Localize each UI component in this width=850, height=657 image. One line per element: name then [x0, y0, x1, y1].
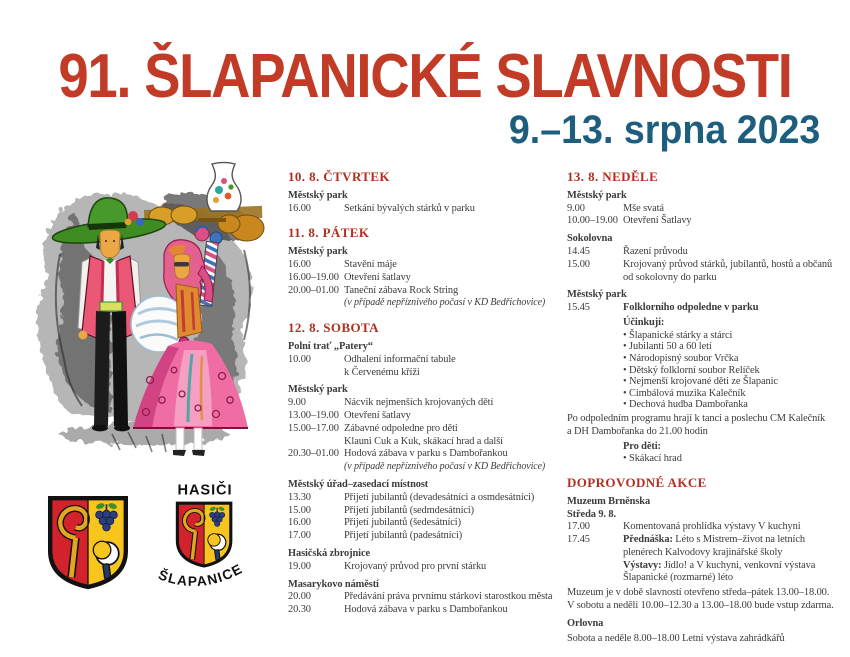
venue-name: Městský park	[288, 384, 348, 396]
event-time: 16.00	[288, 517, 311, 529]
event-line: Přijetí jubilantů (sedmdesátníci)	[344, 504, 475, 516]
day-heading: DOPROVODNÉ AKCE	[567, 474, 707, 490]
venue-name: Sokolovna	[567, 233, 613, 245]
event-time: 20.00–01.00	[288, 284, 339, 296]
note-line: (v případě nepříznivého počasí v KD Bedřichovice)	[344, 461, 546, 473]
venue-name: Muzeum Brněnska	[567, 495, 651, 507]
hasici-slapanice-logo	[152, 480, 258, 600]
event-desc	[344, 492, 564, 505]
event-line: Přijetí jubilantů (padesátníci)	[344, 530, 463, 542]
event-line: Výstavy: Jídlo! a V kuchyni, venkovní výstava	[623, 559, 816, 571]
event-row	[288, 285, 564, 311]
event-line: od sokolovny do parku	[623, 271, 717, 283]
event-line: Přijetí jubilantů (šedesátníci)	[344, 517, 461, 529]
event-row	[288, 272, 564, 285]
event-row	[288, 259, 564, 272]
event-row	[288, 492, 564, 505]
event-desc	[623, 203, 850, 216]
day-heading: 10. 8. ČTVRTEK	[288, 169, 390, 184]
poster-date: 9.–13. srpna 2023	[508, 108, 820, 152]
event-row	[288, 448, 564, 474]
vase-icon	[207, 163, 241, 212]
event-time: 13.00–19.00	[288, 409, 339, 421]
event-time: 14.45	[567, 245, 590, 257]
event-desc	[623, 534, 850, 585]
schedule-column-left	[288, 171, 564, 617]
label-prefix: Výstavy:	[623, 559, 662, 571]
folk-couple-illustration	[16, 154, 282, 462]
event-row	[288, 591, 564, 604]
hasici-label: HASIČI	[177, 482, 233, 499]
event-desc	[344, 448, 564, 474]
venue-name: Masarykovo náměstí	[288, 578, 379, 590]
venue-name: Středa 9. 8.	[567, 508, 617, 520]
event-desc	[623, 317, 850, 411]
event-time: 13.30	[288, 491, 311, 503]
event-desc	[344, 505, 564, 518]
event-line: Otevření šatlavy	[344, 271, 411, 283]
schedule-section	[288, 322, 564, 617]
event-time: 17.45	[567, 534, 590, 546]
schedule-section	[567, 171, 850, 465]
event-line: Předávání práva prvnímu stárkovi starostkou města	[344, 591, 553, 603]
event-time: 15.00	[567, 258, 590, 270]
event-line: V sobotu a neděli 10.00–12.30 a 13.00–18.00 bude vstup zdarma.	[567, 600, 834, 612]
event-desc	[344, 561, 564, 574]
event-time: 16.00	[288, 258, 311, 270]
event-desc	[344, 410, 564, 423]
event-desc	[623, 215, 850, 228]
event-time: 15.00–17.00	[288, 422, 339, 434]
event-line: Stavění máje	[344, 258, 397, 270]
venue-name: Městský park	[288, 189, 348, 201]
event-line: • Dětský folklorní soubor Relíček	[623, 364, 760, 376]
event-line: • Skákací hrad	[623, 453, 682, 465]
event-line: Odhalení informační tabule	[344, 353, 456, 365]
logos-row	[44, 480, 264, 600]
event-desc	[344, 354, 564, 380]
venue-name: Hasičská zbrojnice	[288, 547, 370, 559]
event-row	[288, 203, 564, 216]
event-line: Zábavné odpoledne pro děti	[344, 422, 458, 434]
event-desc	[344, 517, 564, 530]
event-time: 10.00	[288, 353, 311, 365]
slapanice-label: ŠLAPANICE	[156, 560, 246, 590]
event-row	[288, 604, 564, 617]
event-line: Účinkují:	[623, 316, 665, 328]
event-line: Šlapanické (rozmarné) léto	[623, 572, 733, 584]
event-time: 20.30	[288, 604, 311, 616]
event-row	[288, 354, 564, 380]
paragraph	[567, 633, 850, 646]
event-line: Sobota a neděle 8.00–18.00 Letní výstava zahrádkářů	[567, 632, 785, 644]
event-time: 16.00	[288, 202, 311, 214]
event-line: Klauni Cuk a Kuk, skákací hrad a další	[344, 435, 503, 447]
event-line: Otevření Šatlavy	[623, 215, 692, 227]
event-line: Po odpoledním programu hrají k tanci a poslechu CM Kalečník	[567, 412, 826, 424]
schedule-section	[567, 474, 850, 646]
event-row	[567, 215, 850, 228]
event-row	[567, 302, 850, 315]
event-row	[567, 203, 850, 216]
event-row	[288, 423, 564, 449]
event-desc	[344, 272, 564, 285]
event-line: Folklorního odpoledne v parku	[623, 302, 759, 314]
event-time: 15.45	[567, 302, 590, 314]
schedule-column-right	[567, 171, 850, 645]
event-line: • Nejmenší krojované děti ze Šlapanic	[623, 376, 778, 388]
event-row	[567, 521, 850, 534]
venue-name: Městský park	[288, 246, 348, 258]
event-line: Taneční zábava Rock String	[344, 284, 459, 296]
schedule-section	[288, 171, 564, 215]
event-line: • Cimbálová muzika Kalečník	[623, 387, 746, 399]
event-desc	[344, 203, 564, 216]
event-line: • Dechová hudba Dambořanka	[623, 399, 748, 411]
event-time: 20.00	[288, 591, 311, 603]
event-line: Setkání bývalých stárků v parku	[344, 202, 475, 214]
paragraph	[567, 587, 850, 613]
event-desc	[344, 285, 564, 311]
poster-title: 91. ŠLAPANICKÉ SLAVNOSTI	[58, 42, 792, 111]
event-desc	[623, 302, 850, 315]
note-line: (v případě nepříznivého počasí v KD Bedřichovice)	[344, 297, 546, 309]
event-line: • Šlapanické stárky a stárci	[623, 329, 733, 341]
event-row	[288, 410, 564, 423]
slapanice-coat-of-arms	[44, 492, 132, 594]
event-row	[288, 397, 564, 410]
event-line: • Národopisný soubor Vrčka	[623, 352, 739, 364]
event-line: Komentovaná prohlídka výstavy V kuchyni	[623, 521, 801, 533]
event-time	[567, 317, 623, 411]
day-heading: 13. 8. NEDĚLE	[567, 169, 659, 184]
event-time: 17.00	[288, 530, 311, 542]
venue-name: Orlovna	[567, 617, 604, 629]
event-row	[288, 530, 564, 543]
event-line: Hodová zábava v parku s Dambořankou	[344, 448, 508, 460]
event-row	[288, 505, 564, 518]
event-time	[567, 441, 623, 465]
event-desc	[623, 441, 850, 465]
event-line: • Jubilanti 50 a 60 letí	[623, 341, 712, 353]
event-time: 9.00	[567, 202, 585, 214]
event-desc	[344, 259, 564, 272]
venue-name: Městský park	[567, 289, 627, 301]
event-line: a DH Dambořanka do 21.00 hodin	[567, 425, 708, 437]
event-time: 9.00	[288, 397, 306, 409]
event-row	[567, 441, 850, 465]
event-desc	[623, 259, 850, 285]
event-row	[567, 317, 850, 411]
event-line: Přednáška: Léto s Mistrem–život na letních	[623, 534, 805, 546]
event-time: 10.00–19.00	[567, 215, 618, 227]
event-line: Krojovaný průvod pro první stárku	[344, 560, 487, 572]
event-line: Řazení průvodu	[623, 245, 688, 257]
venue-name: Městský úřad–zasedací místnost	[288, 478, 429, 490]
event-desc	[344, 530, 564, 543]
event-row	[567, 534, 850, 585]
event-desc	[344, 423, 564, 449]
label-prefix: Přednáška:	[623, 534, 673, 546]
event-time: 15.00	[288, 504, 311, 516]
event-desc	[344, 591, 564, 604]
event-line: Krojovaný průvod stárků, jubilantů, hostů a občanů	[623, 258, 833, 270]
event-line: Otevření šatlavy	[344, 409, 411, 421]
day-heading: 11. 8. PÁTEK	[288, 225, 370, 241]
event-line: Pro děti:	[623, 440, 661, 452]
event-row	[567, 246, 850, 259]
venue-name: Polní trať „Patery“	[288, 340, 373, 352]
event-line: Přijetí jubilantů (devadesátníci a osmdesátníci)	[344, 491, 535, 503]
paragraph	[567, 413, 850, 439]
event-desc	[344, 397, 564, 410]
venue-name: Městský park	[567, 189, 627, 201]
event-line: Mše svatá	[623, 202, 664, 214]
event-line: Nácvik nejmenších krojovaných dětí	[344, 397, 494, 409]
schedule-section	[288, 227, 564, 310]
event-line: plenérech Kalvodovy krajinářské školy	[623, 546, 783, 558]
event-row	[288, 517, 564, 530]
event-line: Hodová zábava v parku s Dambořankou	[344, 604, 508, 616]
event-row	[288, 561, 564, 574]
event-desc	[623, 521, 850, 534]
event-time: 17.00	[567, 521, 590, 533]
event-line: Muzeum je v době slavností otevřeno středa–pátek 13.00–18.00.	[567, 587, 830, 599]
event-time: 20.30–01.00	[288, 448, 339, 460]
event-line: k Červenému kříži	[344, 366, 420, 378]
day-heading: 12. 8. SOBOTA	[288, 320, 379, 336]
event-time: 19.00	[288, 560, 311, 572]
event-time: 16.00–19.00	[288, 271, 339, 283]
event-row	[567, 259, 850, 285]
event-desc	[623, 246, 850, 259]
event-desc	[344, 604, 564, 617]
